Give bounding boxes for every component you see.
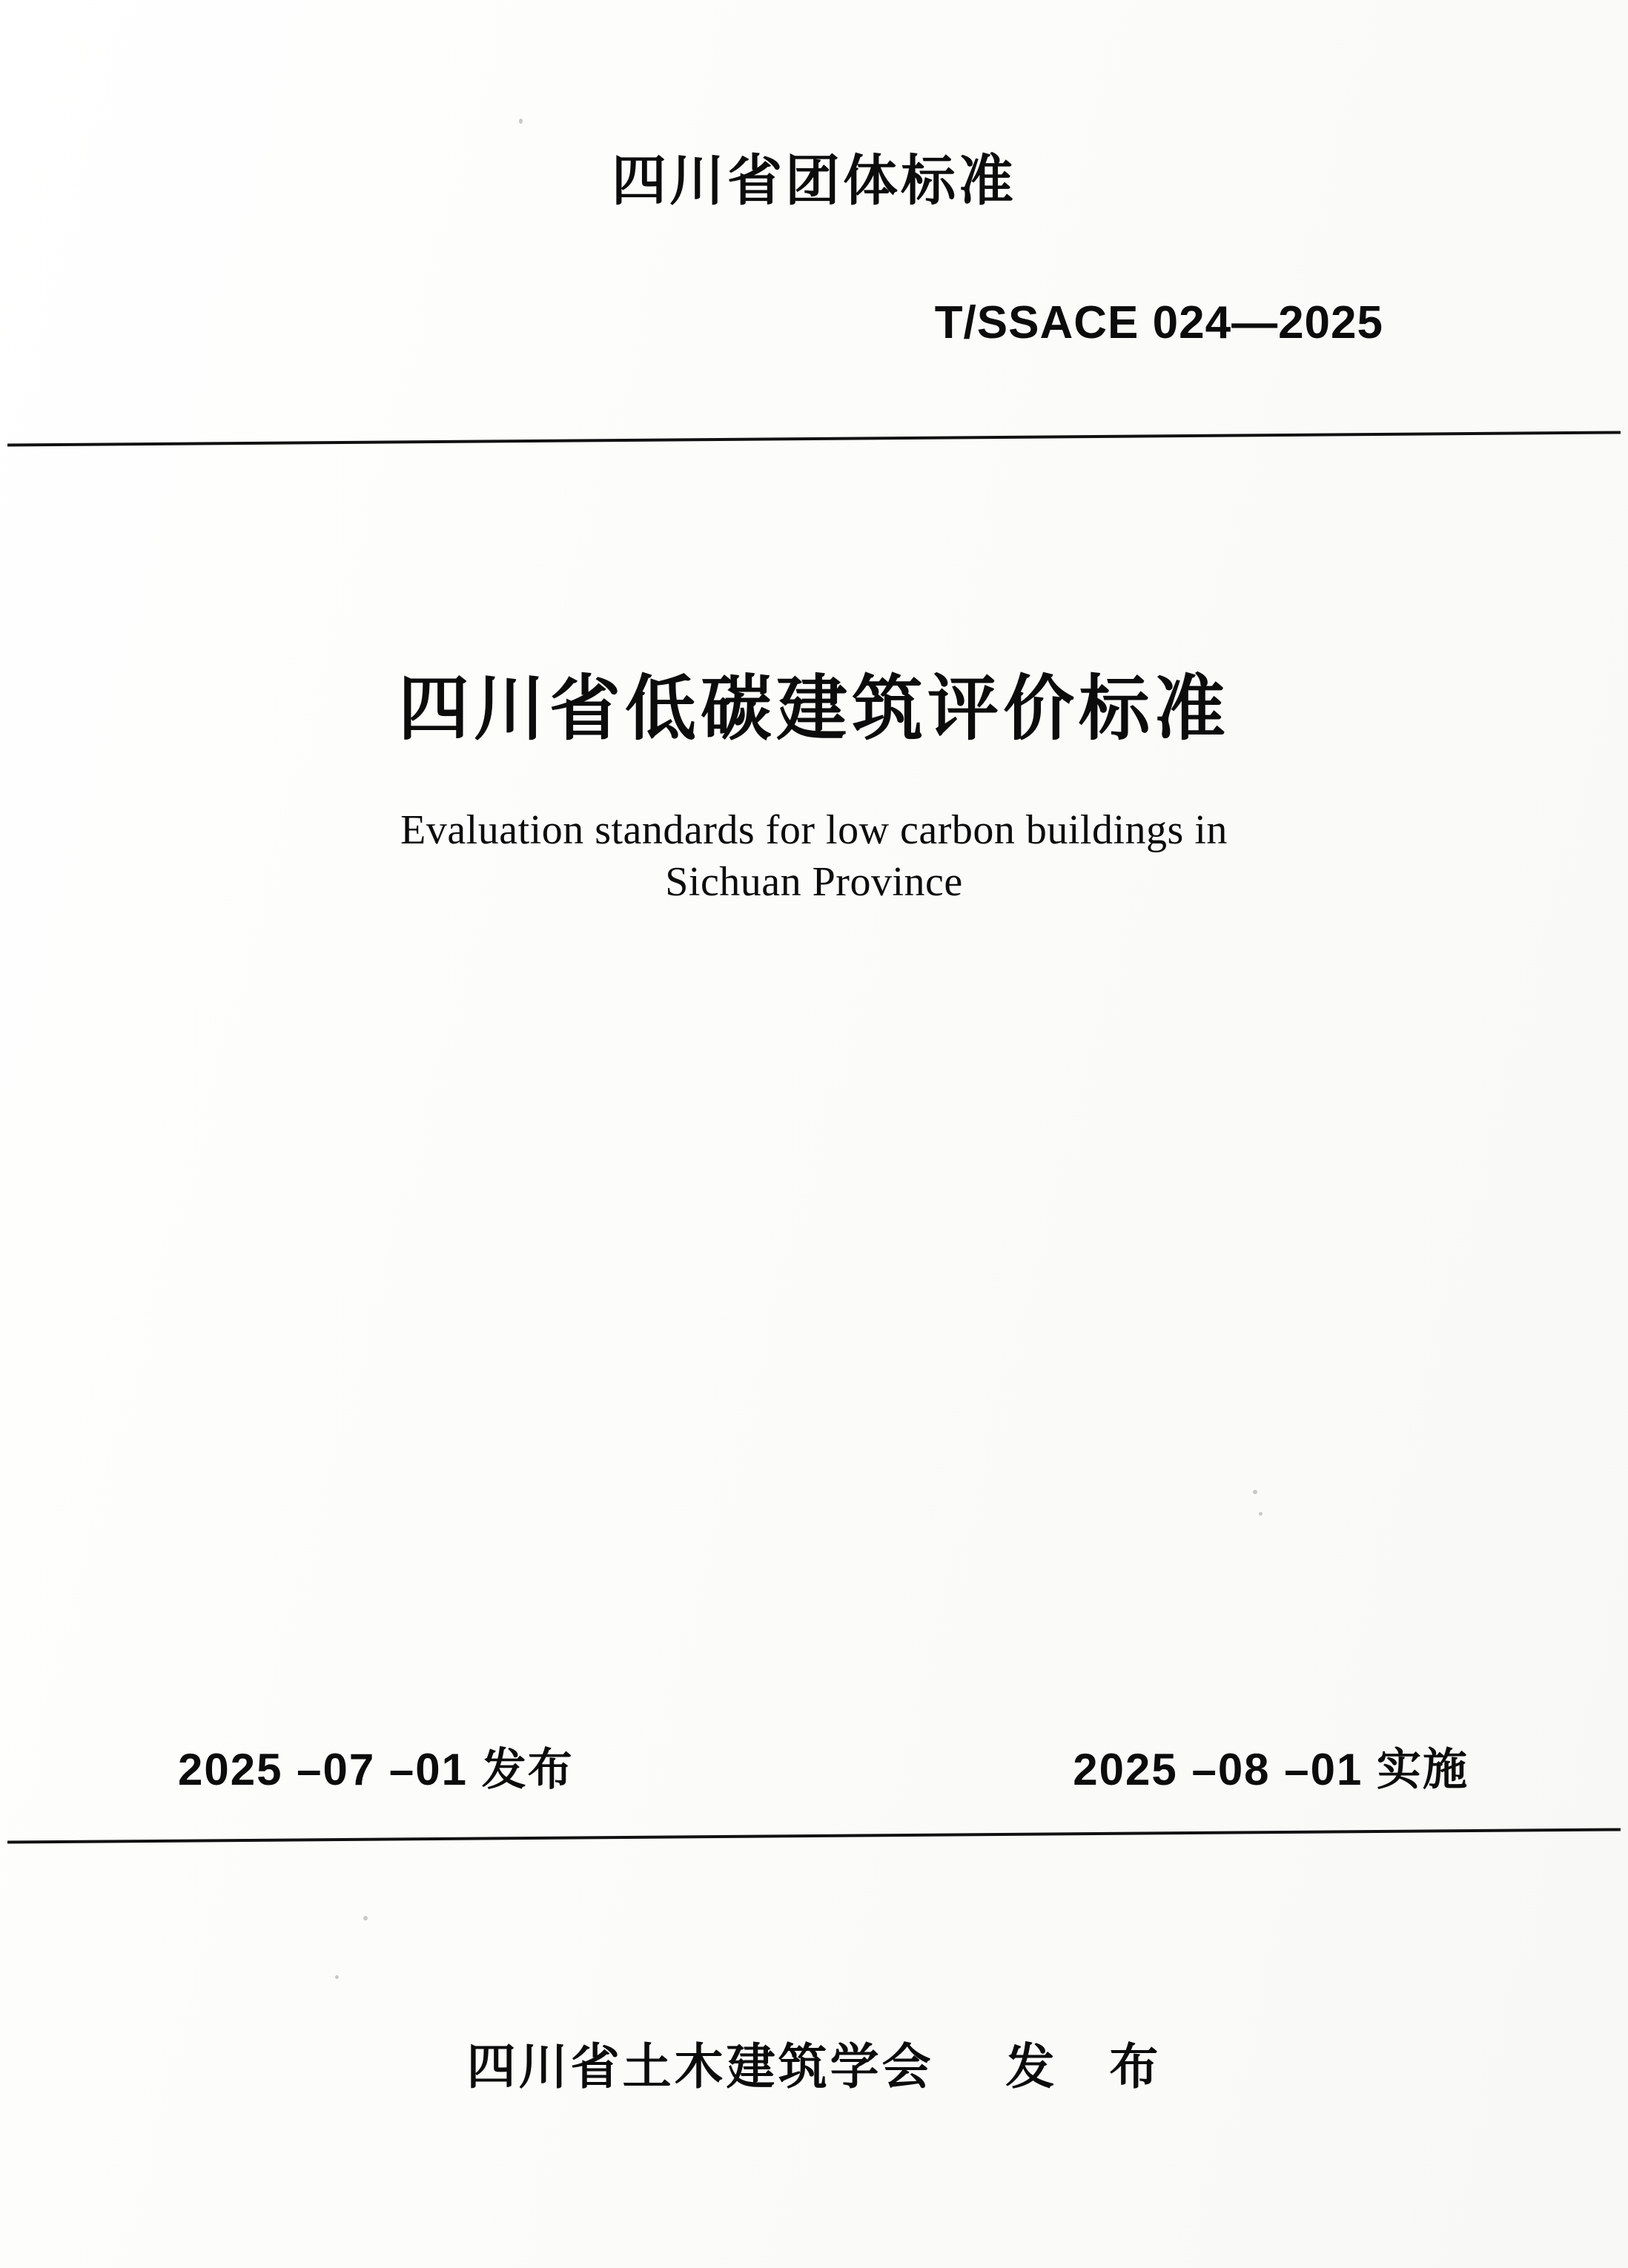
issuer-name: 四川省土木建筑学会 [466,2039,934,2094]
scan-speck [519,119,523,124]
scan-speck [363,1916,368,1920]
document-title-chinese: 四川省低碳建筑评价标准 [398,669,1230,749]
standard-series-title: 四川省团体标准 [612,150,1016,211]
document-title-english-line1: Evaluation standards for low carbon buildings in [400,807,1228,853]
document-title-english-line2: Sichuan Province [665,859,963,905]
footer-divider-rule [7,1828,1621,1843]
scan-speck [1259,1512,1263,1516]
standard-number: T/SSACE 024—2025 [934,297,1383,348]
scan-speck [1253,1490,1257,1494]
header-divider-rule [7,431,1621,446]
issuing-organization [0,2027,1628,2098]
document-title-english [252,804,1376,908]
scan-speck [335,1975,339,1979]
issuer-action-label: 发 布 [1005,2039,1162,2094]
effective-date: 2025 –08 –01 实施 [1073,1745,1469,1794]
release-date: 2025 –07 –01 发布 [178,1745,574,1794]
